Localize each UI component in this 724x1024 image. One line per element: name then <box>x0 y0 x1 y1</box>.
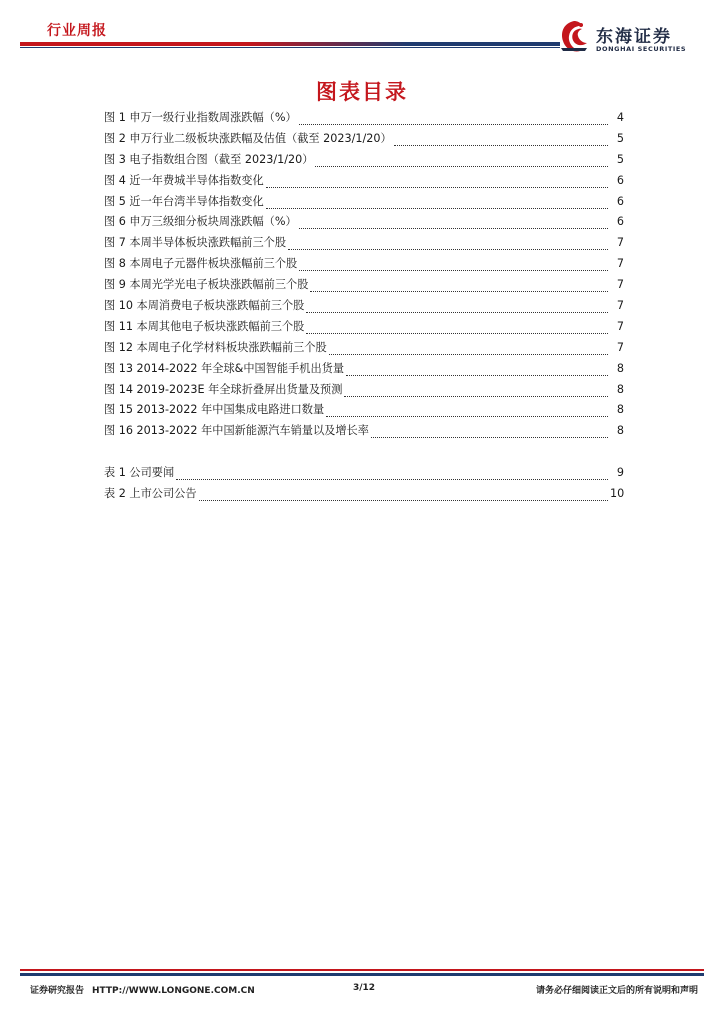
toc-entry-figure-15[interactable] <box>104 400 624 421</box>
dragon-logo-icon <box>556 18 592 56</box>
toc-entry-page: 7 <box>616 299 624 313</box>
toc-entry-label: 图 10 本周消费电子板块涨跌幅前三个股 <box>104 299 305 313</box>
toc-entry-label: 图 7 本周半导体板块涨跌幅前三个股 <box>104 236 287 250</box>
toc-entry-label: 图 11 本周其他电子板块涨跌幅前三个股 <box>104 319 305 333</box>
toc-leader-dots <box>199 490 608 501</box>
toc-entry-page: 8 <box>616 403 624 417</box>
toc-entry-figure-11[interactable] <box>104 317 624 338</box>
toc-leader-dots <box>371 427 608 438</box>
toc-entry-label: 图 14 2019-2023E 年全球折叠屏出货量及预测 <box>104 382 343 396</box>
toc-entry-figure-12[interactable] <box>104 338 624 359</box>
toc-entry-page: 7 <box>616 278 624 292</box>
toc-entry-label: 图 6 申万三级细分板块周涨跌幅（%） <box>104 215 297 229</box>
toc-entry-figure-1[interactable] <box>104 108 624 129</box>
logo-chinese-name: 东海证券 <box>596 27 672 47</box>
footer-divider-red <box>20 969 704 971</box>
footer-report-label: 证券研究报告 <box>30 986 85 996</box>
header-divider <box>20 42 560 46</box>
toc-leader-dots <box>394 135 608 146</box>
toc-entry-page: 5 <box>616 152 624 166</box>
toc-entry-label: 图 16 2013-2022 年中国新能源汽车销量以及增长率 <box>104 424 369 438</box>
toc-entry-figure-16[interactable] <box>104 421 624 442</box>
toc-entry-page: 8 <box>616 361 624 375</box>
toc-entry-page: 7 <box>616 340 624 354</box>
toc-entry-label: 图 13 2014-2022 年全球&中国智能手机出货量 <box>104 361 345 375</box>
toc-entry-page: 7 <box>616 319 624 333</box>
toc-entry-label: 图 4 近一年费城半导体指数变化 <box>104 173 264 187</box>
toc-entry-label: 图 2 申万行业二级板块涨跌幅及估值（截至 2023/1/20） <box>104 131 392 145</box>
toc-entry-page: 6 <box>616 194 624 208</box>
company-logo <box>556 18 706 58</box>
toc-entry-label: 图 1 申万一级行业指数周涨跌幅（%） <box>104 111 297 124</box>
toc-leader-dots <box>326 406 608 417</box>
toc-entry-page: 5 <box>616 131 624 145</box>
toc-leader-dots <box>299 114 608 125</box>
toc-section-gap <box>104 442 624 463</box>
toc-entry-label: 图 5 近一年台湾半导体指数变化 <box>104 194 264 208</box>
toc-entry-figure-5[interactable] <box>104 192 624 213</box>
page-header <box>0 0 724 60</box>
toc-entry-figure-13[interactable] <box>104 359 624 380</box>
table-of-contents <box>104 108 624 505</box>
toc-entry-page: 8 <box>616 424 624 438</box>
toc-entry-figure-10[interactable] <box>104 296 624 317</box>
toc-entry-label: 图 3 电子指数组合图（截至 2023/1/20） <box>104 152 314 166</box>
toc-entry-label: 图 8 本周电子元器件板块涨幅前三个股 <box>104 257 298 271</box>
toc-title: 图表目录 <box>316 80 408 104</box>
toc-entry-figure-7[interactable] <box>104 233 624 254</box>
toc-leader-dots <box>344 386 608 397</box>
page-footer <box>30 983 698 999</box>
toc-entry-label: 表 1 公司要闻 <box>104 466 175 480</box>
toc-entry-figure-9[interactable] <box>104 275 624 296</box>
toc-entry-page: 9 <box>616 466 624 480</box>
footer-divider-blue <box>20 973 704 976</box>
toc-entry-label: 图 15 2013-2022 年中国集成电路进口数量 <box>104 403 325 417</box>
footer-website-link[interactable]: HTTP://WWW.LONGONE.COM.CN <box>92 986 255 996</box>
toc-entry-page: 4 <box>616 111 624 124</box>
toc-entry-page: 10 <box>610 486 625 500</box>
toc-leader-dots <box>176 469 608 480</box>
header-divider-thin <box>20 47 560 48</box>
toc-leader-dots <box>329 344 608 355</box>
report-type-tag: 行业周报 <box>47 23 107 39</box>
toc-leader-dots <box>299 218 608 229</box>
toc-entry-page: 7 <box>616 257 624 271</box>
toc-entry-label: 表 2 上市公司公告 <box>104 486 197 500</box>
toc-entry-label: 图 12 本周电子化学材料板块涨跌幅前三个股 <box>104 340 327 354</box>
toc-leader-dots <box>306 302 608 313</box>
footer-disclaimer: 请务必仔细阅读正文后的所有说明和声明 <box>535 986 698 996</box>
toc-leader-dots <box>288 239 608 250</box>
toc-entry-table-2[interactable] <box>104 484 624 505</box>
toc-entry-page: 8 <box>616 382 624 396</box>
toc-entry-figure-14[interactable] <box>104 380 624 401</box>
toc-entry-figure-2[interactable] <box>104 129 624 150</box>
toc-entry-page: 6 <box>616 215 624 229</box>
footer-page-number: 3/12 <box>352 983 376 993</box>
toc-entry-page: 7 <box>616 236 624 250</box>
toc-leader-dots <box>306 323 608 334</box>
toc-leader-dots <box>315 156 608 167</box>
toc-leader-dots <box>266 177 608 188</box>
toc-leader-dots <box>266 198 608 209</box>
toc-entry-figure-8[interactable] <box>104 254 624 275</box>
toc-entry-page: 6 <box>616 173 624 187</box>
toc-entry-figure-4[interactable] <box>104 171 624 192</box>
toc-leader-dots <box>299 260 608 271</box>
logo-english-name: DONGHAI SECURITIES <box>596 45 687 53</box>
toc-entry-table-1[interactable] <box>104 463 624 484</box>
toc-leader-dots <box>310 281 608 292</box>
toc-entry-figure-6[interactable] <box>104 212 624 233</box>
toc-leader-dots <box>346 365 608 376</box>
toc-entry-figure-3[interactable] <box>104 150 624 171</box>
toc-entry-label: 图 9 本周光学光电子板块涨跌幅前三个股 <box>104 278 309 292</box>
